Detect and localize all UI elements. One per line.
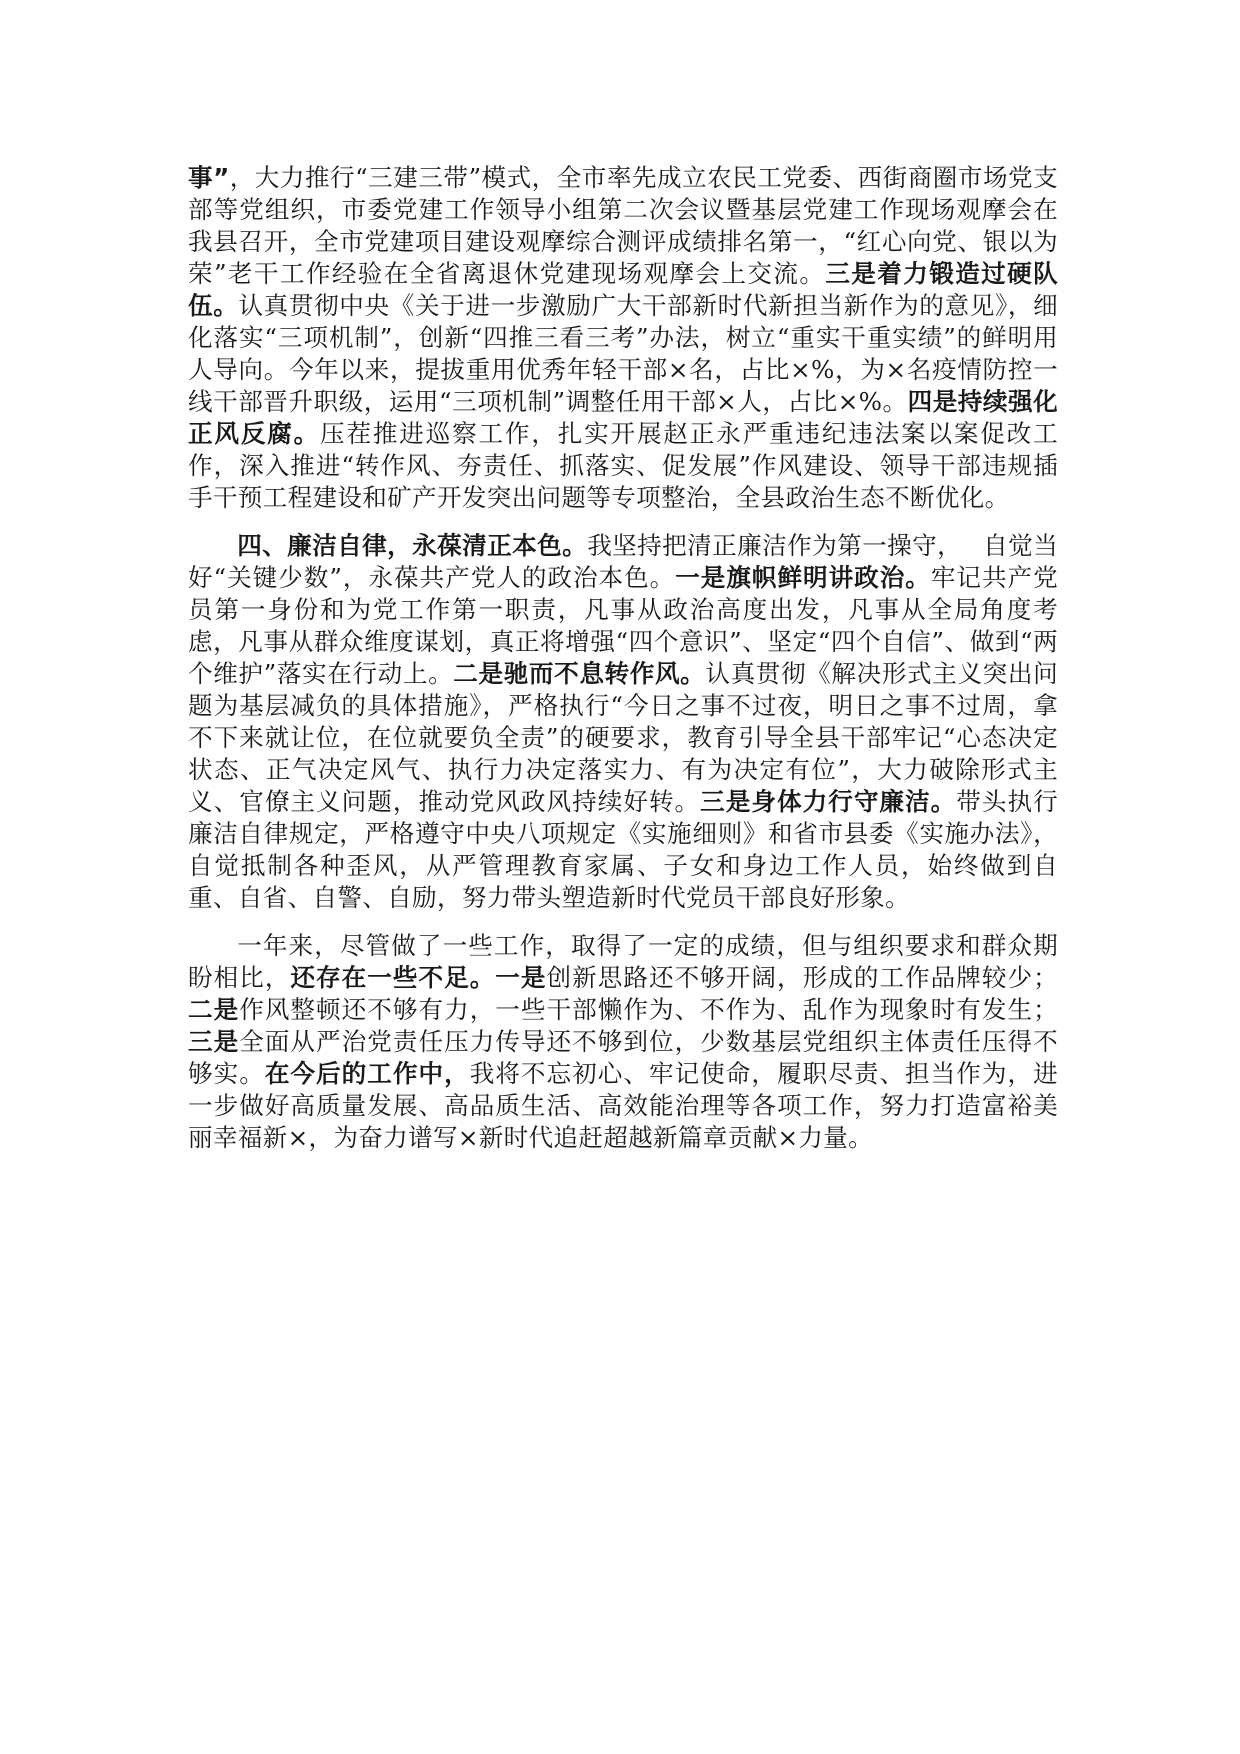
text-run: 作风整顿还不够有力，一些干部懒作为、不作为、乱作为现象时有发生； <box>239 995 1058 1024</box>
text-run-bold: 在今后的工作中， <box>264 1059 470 1088</box>
text-run: 创新思路还不够开阔，形成的工作品牌较少； <box>546 963 1058 992</box>
text-run: 事” <box>188 163 230 192</box>
paragraph-work-summary <box>188 162 1058 514</box>
text-run-bold: 二是 <box>188 995 240 1024</box>
paragraph-integrity <box>188 530 1058 914</box>
text-run: 认真贯彻《解决形式主义突出问题为基层减负的具体措施》，严格执行“今日之事不过夜，明日之事不过周，拿不下来就让位，在位就要负全责”的硬要求，教育引导全县干部牢记“心态决定状态、正气决定风气、执行力决定落实力、有为决定有位”，大力破除形式主义、官僚主义问题，推动党风政风持续好转。 <box>188 659 1058 816</box>
paragraph-shortcomings <box>188 930 1058 1154</box>
text-run: 全面从严治党责任压力传导还不够到位，少数基层党组织主体责任压得不够实。 <box>188 1027 1058 1088</box>
text-run-bold: 一是旗帜鲜明讲政治。 <box>675 563 931 592</box>
text-run: ，大力推行“三建三带”模式，全市率先成立农民工党委、西街商圈市场党支部等党组织，市委党建工作领导小组第二次会议暨基层党建工作现场观摩会在我县召开，全市党建项目建设观摩综合测评成绩排名第一，“红心向党、银以为荣”老干工作经验在全省离退休党建现场观摩会上交流。 <box>188 163 1058 288</box>
text-run-bold: 三是着力锻造过硬队伍。 <box>188 259 1059 320</box>
text-run: 牢记共产党员第一身份和为党工作第一职责，凡事从政治高度出发，凡事从全局角度考虑，凡事从群众维度谋划，真正将增强“四个意识”、坚定“四个自信”、做到“两个维护”落实在行动上。 <box>188 563 1058 688</box>
text-run: 一年来，尽管做了一些工作，取得了一定的成绩，但与组织要求和群众期盼相比， <box>188 931 1058 992</box>
section-heading: 四、廉洁自律，永葆清正本色。 <box>237 531 588 560</box>
text-run: 压茬推进巡察工作，扎实开展赵正永严重违纪违法案以案促改工作，深入推进“转作风、夯责任、抓落实、促发展”作风建设、领导干部违规插手干预工程建设和矿产开发突出问题等专项整治，全县政治生态不断优化。 <box>188 419 1058 512</box>
text-run: 认真贯彻中央《关于进一步激励广大干部新时代新担当新作为的意见》，细化落实“三项机制”，创新“四推三看三考”办法，树立“重实干重实绩”的鲜明用人导向。今年以来，提拔重用优秀年轻干部×名，占比×%，为×名疫情防控一线干部晋升职级，运用“三项机制”调整任用干部×人，占比×%。 <box>188 291 1058 416</box>
text-run: 带头执行廉洁自律规定，严格遵守中央八项规定《实施细则》和省市县委《实施办法》，自觉抵制各种歪风，从严管理教育家属、子女和身边工作人员，始终做到自重、自省、自警、自励，努力带头塑造新时代党员干部良好形象。 <box>188 787 1058 912</box>
text-run-bold: 二是驰而不息转作风。 <box>453 659 706 688</box>
text-run-bold: 三是身体力行守廉洁。 <box>700 787 957 816</box>
text-run-bold: 还存在一些不足。一是 <box>290 963 547 992</box>
text-run-bold: 四是持续强化正风反腐。 <box>188 387 1058 448</box>
text-run: 我将不忘初心、牢记使命，履职尽责、担当作为，进一步做好高质量发展、高品质生活、高效能治理等各项工作，努力打造富裕美丽幸福新×，为奋力谱写×新时代追赶超越新篇章贡献×力量。 <box>188 1059 1058 1152</box>
document-page <box>188 162 1058 1170</box>
text-run: 我坚持把清正廉洁作为第一操守， 自觉当好“关键少数”，永葆共产党人的政治本色。 <box>188 531 1058 592</box>
text-run-bold: 三是 <box>188 1027 240 1056</box>
